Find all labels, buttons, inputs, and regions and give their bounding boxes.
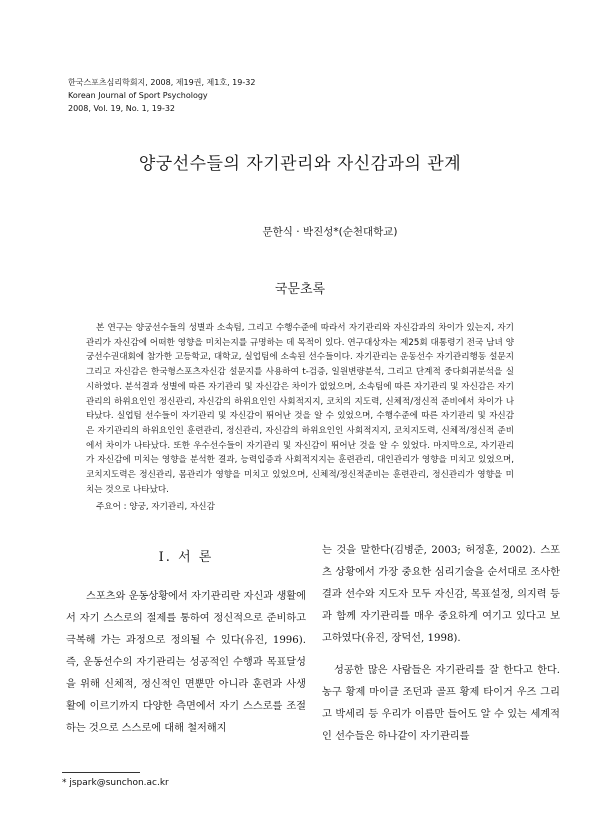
intro-paragraph-1: 스포츠와 운동상황에서 자기관리란 자신과 생활에서 자기 스스로의 절제를 통하여 정신적으로 준비하고 극복해 가는 과정으로 정의될 수 있다(유진, 1996). 즉, 운동선수의 자기관리는 성공적인 수행과 목표달성을 위해 신체적, 정신적인 면뿐만 아니라 훈련과 사생활에 이르기까지 다양한 측면에서 자기 스스로를 조절하는 것으로 스스로에 대해 철저해지 xyxy=(66,591,306,734)
abstract-heading: 국문초록 xyxy=(274,282,326,297)
body-column-left xyxy=(66,586,306,740)
abstract-body xyxy=(86,321,514,497)
section-heading-introduction: I. 서 론 xyxy=(158,550,214,565)
intro-paragraph-2: 성공한 많은 사람들은 자기관리를 잘 한다고 한다. 농구 황제 마이클 조던과 골프 황제 타이거 우즈 그리고 박세리 등 우리가 이름만 들어도 알 수 있는 세계적인 선수들은 하나같이 자기관리를 xyxy=(322,665,560,742)
keywords: 주요어 : 양궁, 자기관리, 자신감 xyxy=(96,502,215,512)
journal-citation-korean: 한국스포츠심리학회지, 2008, 제19권, 제1호, 19-32 xyxy=(68,78,256,87)
body-column-right xyxy=(322,540,560,748)
paper-title: 양궁선수들의 자기관리와 자신감과의 관계 xyxy=(138,154,462,174)
journal-header xyxy=(68,76,255,115)
journal-name-english: Korean Journal of Sport Psychology xyxy=(68,91,208,100)
corresponding-author-footnote: * jspark@sunchon.ac.kr xyxy=(62,778,169,788)
journal-volume-info: 2008, Vol. 19, No. 1, 19-32 xyxy=(68,104,176,113)
paper-authors: 문한식 · 박진성*(순천대학교) xyxy=(262,226,398,238)
abstract-text: 본 연구는 양궁선수들의 성별과 소속팀, 그리고 수행수준에 따라서 자기관리와 자신감과의 차이가 있는지, 자기관리가 자신감에 어떠한 영향을 미치는지를 규명하는 데 목적이 있다. 연구대상자는 제25회 대통령기 전국 남녀 양궁선수권대회에 참가한 고등학교, 대학교, 실업팀에 소속된 선수들이다. 자기관리는 운동선수 자기관리행동 설문지 그리고 자신감은 한국형스포츠자신감 설문지를 사용하여 t-검증, 일원변량분석, 그리고 단계적 중다회귀분석을 실시하였다. 분석결과 성별에 따른 자기관리 및 자신감은 차이가 없었으며, 소속팀에 따른 자기관리 및 자신감은 자기관리의 하위요인인 정신관리, 자신감의 하위요인인 사회적지지, 코치의 지도력, 신체적/정신적 준비에서 차이가 나타났다. 실업팀 선수들이 자기관리 및 자신감이 뛰어난 것을 알 수 있었으며, 수행수준에 따른 자기관리 및 자신감은 자기관리의 하위요인인 훈련관리, 정신관리, 자신감의 하위요인인 사회적지지, 코치지도력, 신체적/정신적 준비에서 차이가 나타났다. 또한 우수선수들이 자기관리 및 자신감이 뛰어난 것을 알 수 있었다. 마지막으로, 자기관리가 자신감에 미치는 영향을 분석한 결과, 능력입증과 사회적지지는 훈련관리, 대인관리가 영향을 미치고 있었으며, 코치지도력은 정신관리, 몸관리가 영향을 미치고 있었으며, 신체적/정신적준비는 훈련관리, 정신관리가 영향을 미치는 것으로 나타났다. xyxy=(86,323,514,495)
intro-paragraph-1-continued: 는 것을 말한다(김병준, 2003; 허정훈, 2002). 스포츠 상황에서 가장 중요한 심리기술을 순서대로 조사한 결과 선수와 지도자 모두 자신감, 목표설정, 의지력 등과 함께 자기관리를 매우 중요하게 여기고 있다고 보고하였다(유진, 장덕선, 1998). xyxy=(322,545,560,644)
footnote-divider xyxy=(62,772,140,773)
